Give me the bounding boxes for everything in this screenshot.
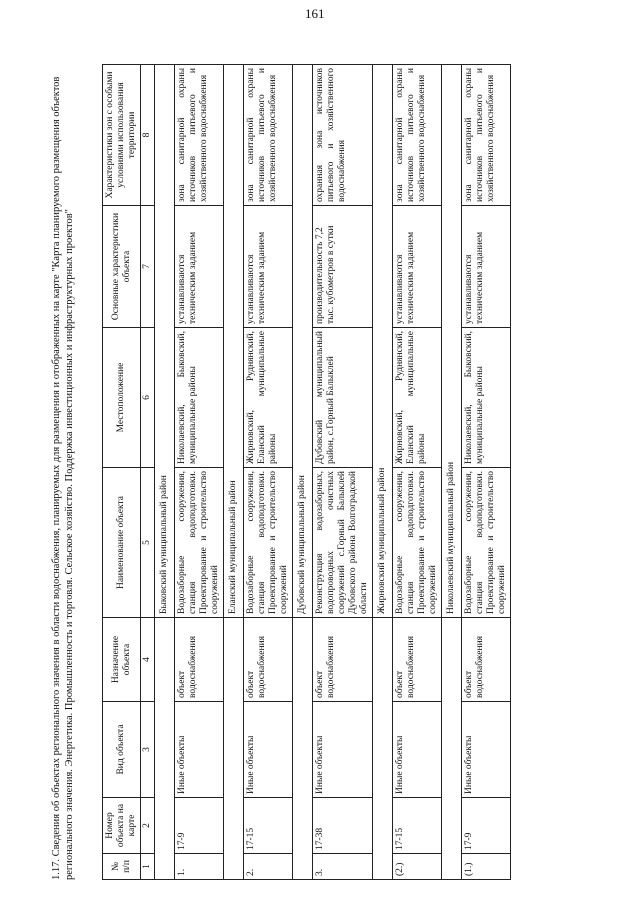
cell-num: (2.): [393, 854, 442, 880]
cell-name: Водозаборные сооружения, станция водоподготовки. Проектирование и строительство сооружений: [175, 468, 224, 618]
header-cell: Назначение объекта: [103, 618, 141, 702]
table-row: [244, 65, 293, 880]
index-cell: 5: [141, 468, 155, 618]
cell-type: Иные объекты: [393, 702, 442, 798]
cell-map-number: 17-38: [313, 798, 373, 854]
district-label: Жирновский муниципальный район: [373, 65, 393, 618]
district-row: [224, 65, 244, 880]
header-cell: Номер объекта на карте: [103, 798, 141, 854]
district-row: [442, 65, 462, 880]
cell-characteristics: устанавливаются техническим заданием: [393, 206, 442, 328]
cell-location: Николаевский, Быковский, муниципальные районы: [175, 328, 224, 468]
cell-name: Водозаборные сооружения, станция водоподготовки. Проектирование и строительство сооружений: [393, 468, 442, 618]
cell-zones: зона санитарной охраны источников питьевого и хозяйственного водоснабжения: [462, 65, 511, 206]
cell-characteristics: производительность 7,2 тыс. кубометров в сутки: [313, 206, 373, 328]
table-row: [175, 65, 224, 880]
cell-num: (1.): [462, 854, 511, 880]
cell-location: Николаевский, Быковский, муниципальные районы: [462, 328, 511, 468]
cell-type: Иные объекты: [313, 702, 373, 798]
cell-purpose: объект водоснабжения: [393, 618, 442, 702]
table-row: [462, 65, 511, 880]
header-cell: Вид объекта: [103, 702, 141, 798]
district-label: Дубовский муниципальный район: [293, 65, 313, 618]
section-title: 1.17. Сведения об объектах регионального значения в области водоснабжения, планируемых для размещения и отображенных на карте "Карта планируемого размещения объектов регионального значения. Энергетика. Промышленность и торговля. Сельское хозяйство. Поддержка инвестиционных и инфраструктурных проектов": [51, 76, 75, 880]
cell-name: Водозаборные сооружения, станция водоподготовки. Проектирование и строительство сооружений: [244, 468, 293, 618]
cell-num: 3.: [313, 854, 373, 880]
cell-name: Реконструкция водозаборных, водопроводных очистных сооружений с.Горный Балыклей Дубовского района Волгоградской области: [313, 468, 373, 618]
header-cell: Характеристики зон с особыми условиями использования территории: [103, 65, 141, 206]
cell-purpose: объект водоснабжения: [462, 618, 511, 702]
cell-characteristics: устанавливаются техническим заданием: [462, 206, 511, 328]
header-cell: Местоположение: [103, 328, 141, 468]
header-row: [103, 65, 141, 880]
cell-purpose: объект водоснабжения: [313, 618, 373, 702]
cell-zones: охранная зона источников питьевого и хозяйственного водоснабжения: [313, 65, 373, 206]
cell-purpose: объект водоснабжения: [175, 618, 224, 702]
table-row: [313, 65, 373, 880]
cell-zones: зона санитарной охраны источников питьевого и хозяйственного водоснабжения: [175, 65, 224, 206]
cell-map-number: 17-15: [393, 798, 442, 854]
cell-zones: зона санитарной охраны источников питьевого и хозяйственного водоснабжения: [244, 65, 293, 206]
index-cell: 6: [141, 328, 155, 468]
district-label: Быковский муниципальный район: [155, 65, 175, 618]
district-row: [155, 65, 175, 880]
cell-location: Дубовский муниципальный район, с.Горный Балыклей: [313, 328, 373, 468]
district-label: Еланский муниципальный район: [224, 65, 244, 618]
cell-type: Иные объекты: [462, 702, 511, 798]
cell-zones: зона санитарной охраны источников питьевого и хозяйственного водоснабжения: [393, 65, 442, 206]
index-cell: 4: [141, 618, 155, 702]
cell-num: 2.: [244, 854, 293, 880]
index-cell: 3: [141, 702, 155, 798]
header-cell: № п/п: [103, 854, 141, 880]
cell-location: Жирновский, Руднянский, Еланский муниципальные районы: [393, 328, 442, 468]
district-row: [373, 65, 393, 880]
header-cell: Наименование объекта: [103, 468, 141, 618]
cell-map-number: 17-9: [462, 798, 511, 854]
page-number: 161: [305, 6, 325, 21]
index-cell: 8: [141, 65, 155, 206]
cell-location: Жирновский, Руднянский, Еланский муниципальные районы: [244, 328, 293, 468]
cell-characteristics: устанавливаются техническим заданием: [175, 206, 224, 328]
cell-purpose: объект водоснабжения: [244, 618, 293, 702]
cell-map-number: 17-9: [175, 798, 224, 854]
column-index-row: [141, 65, 155, 880]
rotated-page-content: [20, 65, 620, 880]
header-cell: Основные характеристики объекта: [103, 206, 141, 328]
water-supply-objects-table: [102, 64, 511, 880]
index-cell: 1: [141, 854, 155, 880]
district-row: [293, 65, 313, 880]
index-cell: 2: [141, 798, 155, 854]
cell-name: Водозаборные сооружения, станция водоподготовки. Проектирование и строительство сооружений: [462, 468, 511, 618]
cell-type: Иные объекты: [244, 702, 293, 798]
cell-type: Иные объекты: [175, 702, 224, 798]
cell-characteristics: устанавливаются техническим заданием: [244, 206, 293, 328]
cell-num: 1.: [175, 854, 224, 880]
index-cell: 7: [141, 206, 155, 328]
table-row: [393, 65, 442, 880]
cell-map-number: 17-15: [244, 798, 293, 854]
district-label: Николаевский муниципальный район: [442, 65, 462, 618]
